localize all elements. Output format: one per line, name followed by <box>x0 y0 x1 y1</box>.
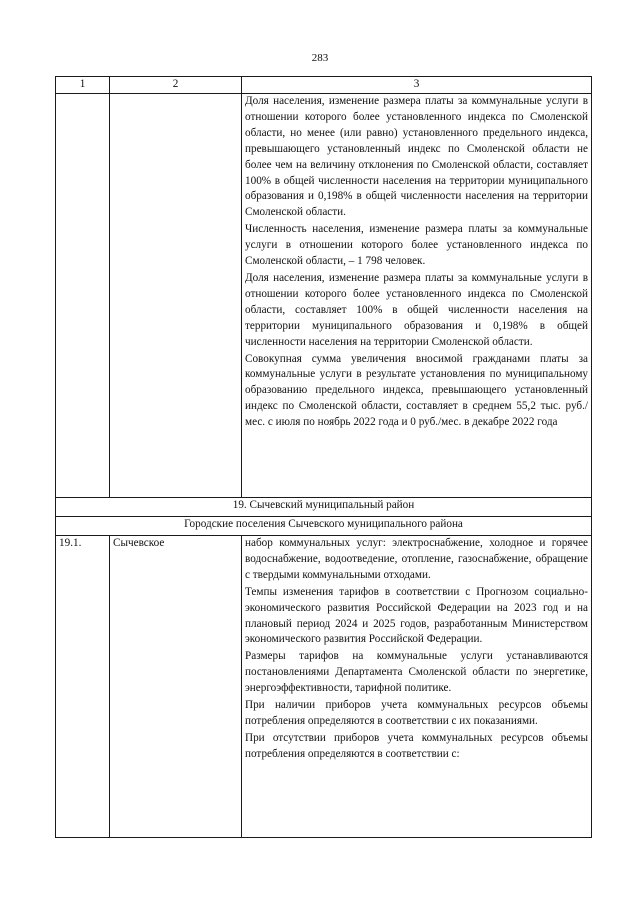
table-row <box>56 94 592 498</box>
paragraph: Доля населения, изменение размера платы за коммунальные услуги в отношении которого более установленного индекса по Смоленской области, составляет 100% в общей численности населения на территории муниципального образования и 0,198% в общей численности населения на территории Смоленской области. <box>245 271 588 348</box>
row2-description-cell <box>242 536 592 838</box>
district-heading: 19. Сычевский муниципальный район <box>56 498 592 517</box>
row1-description-cell <box>242 94 592 498</box>
header-row <box>56 77 592 94</box>
row1-name-cell <box>110 94 242 498</box>
row2-number-cell: 19.1. <box>56 536 110 838</box>
paragraph: Темпы изменения тарифов в соответствии с Прогнозом социально-экономического развития Российской Федерации на 2023 год и на плановый период 2024 и 2025 годов, разработанным Министерством экономического развития Российской Федерации. <box>245 585 588 646</box>
paragraph: Совокупная сумма увеличения вносимой гражданами платы за коммунальные услуги в результате установления по муниципальному образованию предельного индекса, превышающего установленный индекс по Смоленской области, составляет в среднем 55,2 тыс. руб./мес. с июля по ноябрь 2022 года и 0 руб./мес. в декабре 2022 года <box>245 352 588 429</box>
header-col-1: 1 <box>56 77 110 94</box>
page-number: 283 <box>311 52 329 64</box>
paragraph: набор коммунальных услуг: электроснабжение, холодное и горячее водоснабжение, водоотведение, отопление, газоснабжение, обращение с твердыми коммунальными отходами. <box>245 537 588 581</box>
section-row <box>56 517 592 536</box>
section-row <box>56 498 592 517</box>
header-col-3: 3 <box>242 77 592 94</box>
settlements-heading: Городские поселения Сычевского муниципального района <box>56 517 592 536</box>
row1-number-cell <box>56 94 110 498</box>
row2-name-cell: Сычевское <box>110 536 242 838</box>
paragraph: Размеры тарифов на коммунальные услуги устанавливаются постановлениями Департамента Смоленской области по энергетике, энергоэффективности, тарифной политике. <box>245 650 588 695</box>
paragraph: Численность населения, изменение размера платы за коммунальные услуги в отношении которого более установленного индекса по Смоленской области, – 1 798 человек. <box>245 223 588 268</box>
paragraph: Доля населения, изменение размера платы за коммунальные услуги в отношении которого более установленного индекса по Смоленской области, но менее (или равно) установленного предельного индекса, превышающего установленный индекс по Смоленской области не более чем на величину отклонения по Смоленской области, составляет 100% в общей численности населения на территории муниципального образования и 0,198% в общей численности населения на территории Смоленской области. <box>245 95 588 219</box>
paragraph: При отсутствии приборов учета коммунальных ресурсов объемы потребления определяются в соответствии с: <box>245 731 588 760</box>
tariff-table <box>55 76 592 838</box>
table-row <box>56 536 592 838</box>
header-col-2: 2 <box>110 77 242 94</box>
paragraph: При наличии приборов учета коммунальных ресурсов объемы потребления определяются в соответствии с их показаниями. <box>245 699 588 727</box>
